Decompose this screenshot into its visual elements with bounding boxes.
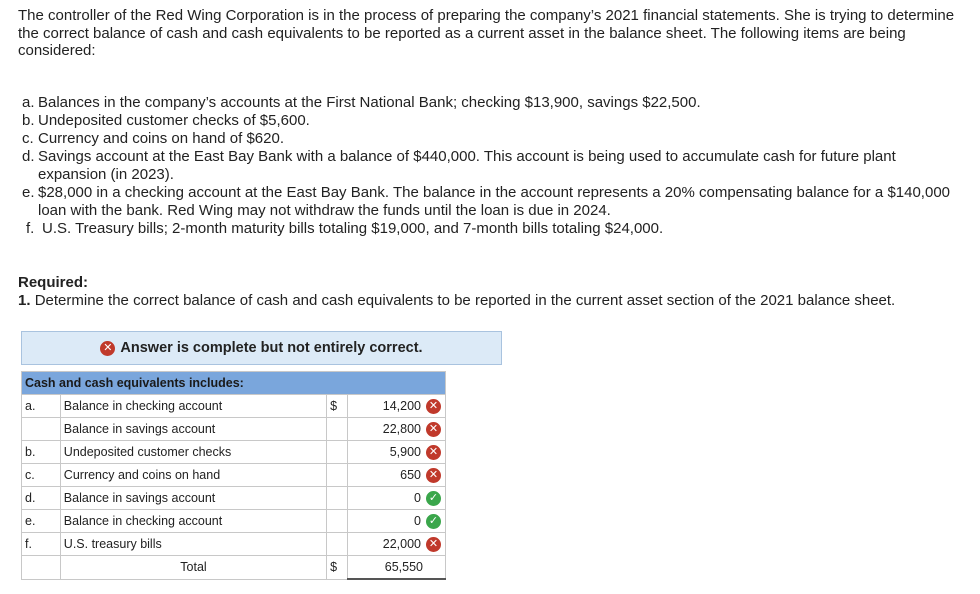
item-text: Currency and coins on hand of $620. <box>38 130 284 147</box>
total-amount: 65,550 <box>384 560 423 574</box>
row-value-cell <box>347 441 445 464</box>
amount-input[interactable]: 0 <box>414 514 421 528</box>
table-row <box>22 464 446 487</box>
row-description: Balance in savings account <box>60 487 326 510</box>
row-dollar-sign <box>327 464 348 487</box>
row-description: Currency and coins on hand <box>60 464 326 487</box>
row-dollar-sign <box>327 418 348 441</box>
item-label: d. <box>22 148 35 165</box>
row-description: Balance in checking account <box>60 510 326 533</box>
item-d <box>22 148 967 184</box>
answer-status-text: Answer is complete but not entirely correct. <box>120 340 423 356</box>
amount-input[interactable]: 0 <box>414 491 421 505</box>
row-description: U.S. treasury bills <box>60 533 326 556</box>
item-label: c. <box>22 130 34 147</box>
amount-input[interactable]: 22,000 <box>382 537 421 551</box>
item-text: $28,000 in a checking account at the East Bay Bank. The balance in the account represents a 20% compensating balance for a $140,000 loan with the bank. Red Wing may not withdraw the funds until the loan is due in 2024. <box>38 184 951 219</box>
item-text: Undeposited customer checks of $5,600. <box>38 112 310 129</box>
item-a <box>22 94 967 112</box>
item-c <box>22 130 967 148</box>
total-row <box>22 556 446 580</box>
amount-input[interactable]: 22,800 <box>382 422 421 436</box>
answer-status-banner <box>21 331 502 365</box>
row-value-cell <box>347 395 445 418</box>
item-label: f. <box>26 220 35 237</box>
row-label: f. <box>22 533 61 556</box>
row-description: Undeposited customer checks <box>60 441 326 464</box>
incorrect-icon: ✕ <box>426 399 441 414</box>
item-text: U.S. Treasury bills; 2-month maturity bills totaling $19,000, and 7-month bills totaling $24,000. <box>42 220 664 237</box>
item-e <box>22 184 967 220</box>
row-label <box>22 418 61 441</box>
item-label: b. <box>22 112 35 129</box>
amount-input[interactable]: 14,200 <box>382 399 421 413</box>
incorrect-icon: ✕ <box>426 468 441 483</box>
row-description: Balance in checking account <box>60 395 326 418</box>
incorrect-icon: ✕ <box>426 537 441 552</box>
table-header: Cash and cash equivalents includes: <box>22 372 446 395</box>
table-header-row <box>22 372 446 395</box>
amount-input[interactable]: 650 <box>400 468 421 482</box>
row-value-cell <box>347 510 445 533</box>
item-b <box>22 112 967 130</box>
item-text: Balances in the company’s accounts at the First National Bank; checking $13,900, savings $22,500. <box>38 94 701 111</box>
incorrect-icon: ✕ <box>100 341 115 356</box>
row-value-cell <box>347 487 445 510</box>
row-dollar-sign <box>327 441 348 464</box>
required-title: Required: <box>18 274 89 291</box>
incorrect-icon: ✕ <box>426 422 441 437</box>
total-label: Total <box>60 556 326 580</box>
row-value-cell <box>347 418 445 441</box>
row-dollar-sign <box>327 533 348 556</box>
item-list <box>22 94 967 238</box>
row-dollar-sign <box>327 510 348 533</box>
problem-intro: The controller of the Red Wing Corporation is in the process of preparing the company’s 2021 financial statements. She is trying to determine the correct balance of cash and cash equivalents to be reported as a current asset in the balance sheet. The following items are being considered: <box>18 7 955 59</box>
item-label: e. <box>22 184 35 201</box>
table-row <box>22 510 446 533</box>
table-row <box>22 533 446 556</box>
table-row <box>22 418 446 441</box>
item-f <box>22 220 967 238</box>
item-text: Savings account at the East Bay Bank with a balance of $440,000. This account is being used to accumulate cash for future plant expansion (in 2023). <box>38 148 896 183</box>
correct-check-icon: ✓ <box>426 491 441 506</box>
row-description: Balance in savings account <box>60 418 326 441</box>
row-label: c. <box>22 464 61 487</box>
total-dollar-sign: $ <box>327 556 348 580</box>
table-row <box>22 441 446 464</box>
table-row <box>22 395 446 418</box>
answer-table <box>21 371 446 580</box>
total-value <box>347 556 445 580</box>
row-label: b. <box>22 441 61 464</box>
amount-input[interactable]: 5,900 <box>389 445 421 459</box>
row-value-cell <box>347 533 445 556</box>
row-value-cell <box>347 464 445 487</box>
item-label: a. <box>22 94 35 111</box>
correct-check-icon: ✓ <box>426 514 441 529</box>
required-text <box>18 292 895 309</box>
row-dollar-sign: $ <box>327 395 348 418</box>
incorrect-icon: ✕ <box>426 445 441 460</box>
row-dollar-sign <box>327 487 348 510</box>
required-number: 1. <box>18 292 31 309</box>
row-label: a. <box>22 395 61 418</box>
row-label: d. <box>22 487 61 510</box>
row-label: e. <box>22 510 61 533</box>
table-row <box>22 487 446 510</box>
required-description: Determine the correct balance of cash and cash equivalents to be reported in the current asset section of the 2021 balance sheet. <box>34 292 896 309</box>
